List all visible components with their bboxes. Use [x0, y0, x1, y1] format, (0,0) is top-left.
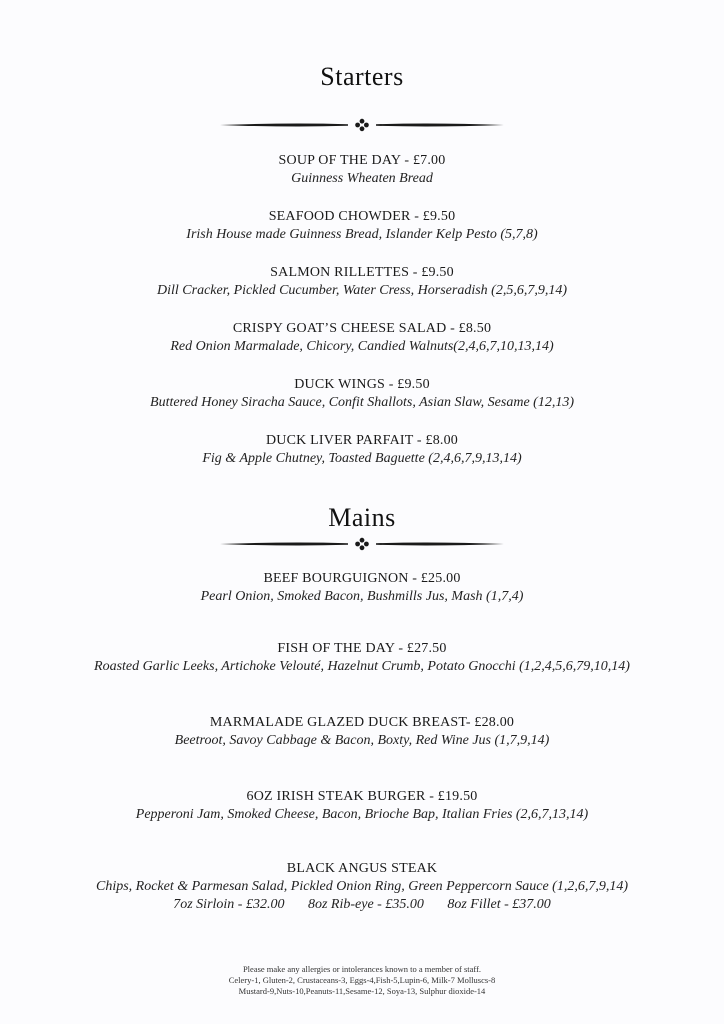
- dish-name: SOUP OF THE DAY - £7.00: [278, 153, 446, 168]
- dish-description: Fig & Apple Chutney, Toasted Baguette (2,4,6,7,9,13,14): [202, 451, 522, 466]
- menu-item-duck-liver-parfait: [0, 432, 724, 468]
- starters-heading: Starters: [320, 62, 404, 91]
- dish-name: SALMON RILLETTES - £9.50: [270, 265, 454, 280]
- dish-name: CRISPY GOAT’S CHEESE SALAD - £8.50: [232, 321, 492, 336]
- dish-name: BLACK ANGUS STEAK: [286, 861, 438, 876]
- menu-item-beef-bourguignon: [0, 570, 724, 606]
- menu-item-black-angus-steak: [0, 860, 724, 914]
- allergen-list-line-2: Mustard-9,Nuts-10,Peanuts-11,Sesame-12, Soya-13, Sulphur dioxide-14: [238, 986, 486, 996]
- allergen-footer: [0, 964, 724, 997]
- dish-name: DUCK LIVER PARFAIT - £8.00: [265, 433, 458, 448]
- allergy-notice: Please make any allergies or intolerances known to a member of staff.: [242, 964, 482, 974]
- fleur-ornament-icon: [355, 119, 369, 131]
- mains-divider: [218, 537, 506, 551]
- dish-name: 6OZ IRISH STEAK BURGER - £19.50: [246, 789, 478, 804]
- dish-name: BEEF BOURGUIGNON - £25.00: [263, 571, 461, 586]
- dish-description: Buttered Honey Siracha Sauce, Confit Shallots, Asian Slaw, Sesame (12,13): [150, 395, 574, 410]
- dish-description: Dill Cracker, Pickled Cucumber, Water Cress, Horseradish (2,5,6,7,9,14): [157, 283, 567, 298]
- dish-name: FISH OF THE DAY - £27.50: [277, 641, 447, 656]
- dish-description: Roasted Garlic Leeks, Artichoke Velouté, Hazelnut Crumb, Potato Gnocchi (1,2,4,5,6,79,10,14): [94, 659, 630, 674]
- menu-item-duck-wings: [0, 376, 724, 412]
- dish-description: Irish House made Guinness Bread, Islander Kelp Pesto (5,7,8): [186, 227, 538, 242]
- dish-description: Chips, Rocket & Parmesan Salad, Pickled Onion Ring, Green Peppercorn Sauce (1,2,6,7,9,14): [95, 879, 628, 894]
- allergen-list-line-1: Celery-1, Gluten-2, Crustaceans-3, Eggs-4,Fish-5,Lupin-6, Milk-7 Molluscs-8: [228, 975, 496, 985]
- dish-name: DUCK WINGS - £9.50: [294, 377, 430, 392]
- steak-price-options: [0, 896, 724, 914]
- menu-item-salmon-rillettes: [0, 264, 724, 300]
- dish-name: MARMALADE GLAZED DUCK BREAST- £28.00: [209, 715, 515, 730]
- dish-description: Pepperoni Jam, Smoked Cheese, Bacon, Brioche Bap, Italian Fries (2,6,7,13,14): [135, 807, 589, 822]
- steak-price-fillet: 8oz Fillet - £37.00: [447, 897, 551, 912]
- dish-description: Guinness Wheaten Bread: [291, 171, 433, 186]
- fleur-ornament-icon: [355, 538, 369, 550]
- starters-divider: [218, 118, 506, 132]
- steak-price-ribeye: 8oz Rib-eye - £35.00: [307, 897, 424, 912]
- dish-name: SEAFOOD CHOWDER - £9.50: [268, 209, 456, 224]
- dish-description: Red Onion Marmalade, Chicory, Candied Walnuts(2,4,6,7,10,13,14): [170, 339, 554, 354]
- menu-item-fish-of-the-day: [0, 640, 724, 676]
- dish-description: Pearl Onion, Smoked Bacon, Bushmills Jus, Mash (1,7,4): [200, 589, 524, 604]
- menu-item-seafood-chowder: [0, 208, 724, 244]
- menu-item-goats-cheese-salad: [0, 320, 724, 356]
- mains-heading: Mains: [328, 503, 396, 532]
- menu-item-duck-breast: [0, 714, 724, 750]
- steak-price-sirloin: 7oz Sirloin - £32.00: [173, 897, 285, 912]
- menu-item-steak-burger: [0, 788, 724, 824]
- menu-item-soup: [0, 152, 724, 188]
- dish-description: Beetroot, Savoy Cabbage & Bacon, Boxty, Red Wine Jus (1,7,9,14): [174, 733, 550, 748]
